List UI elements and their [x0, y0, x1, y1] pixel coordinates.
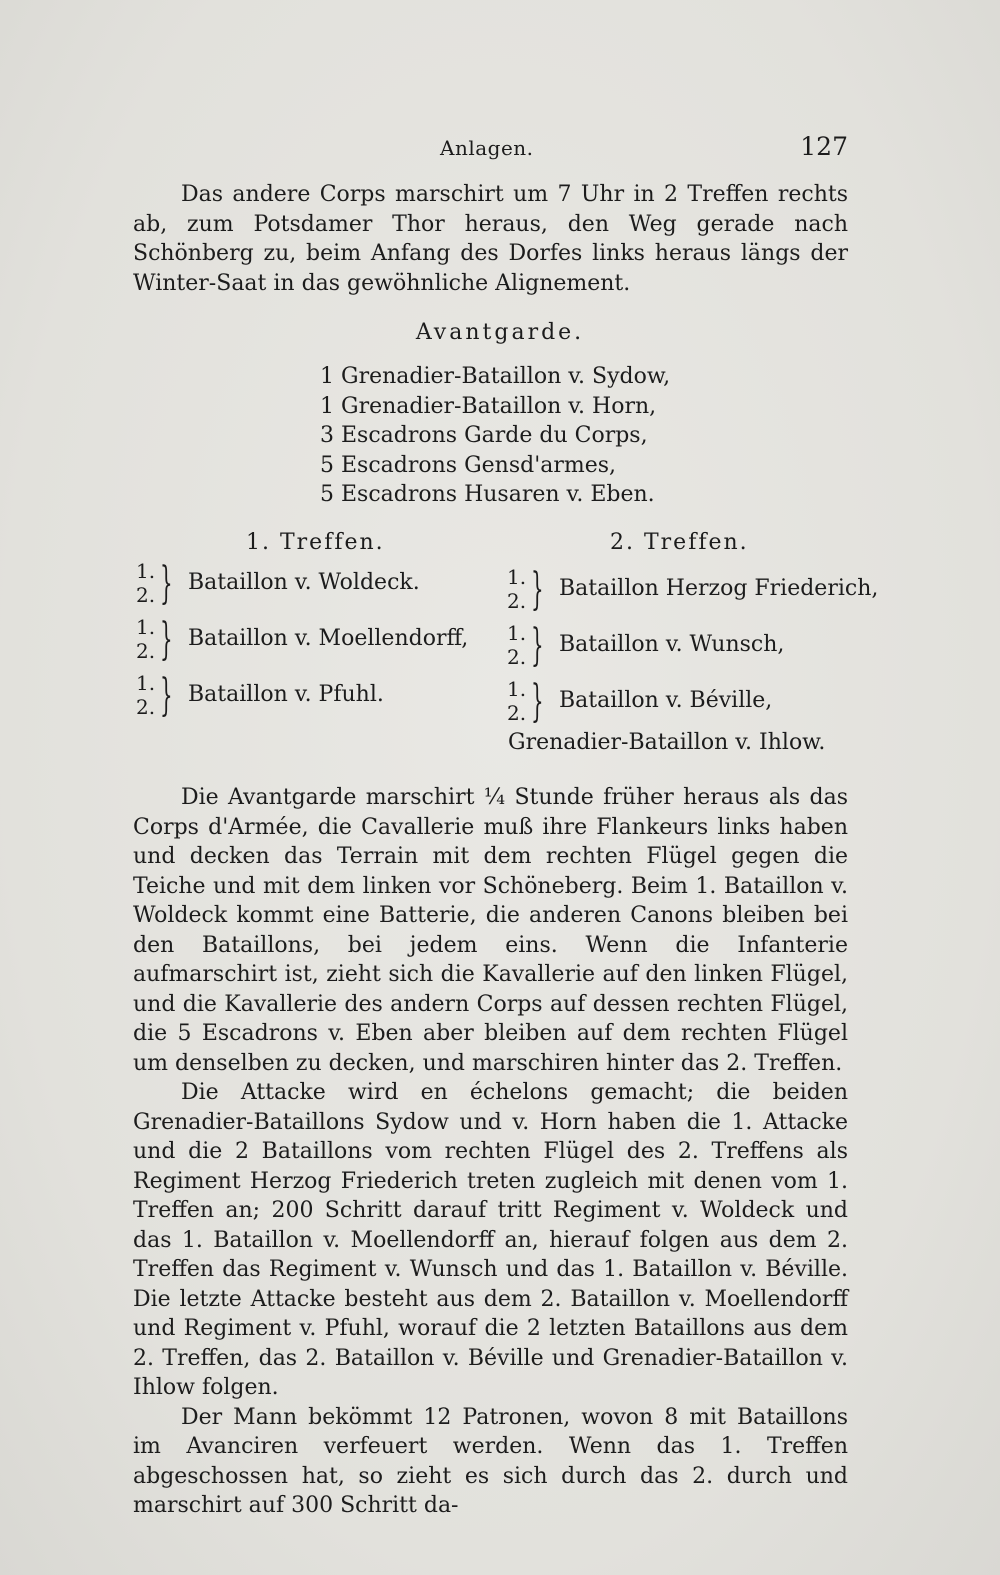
brace-glyph: } [531, 620, 544, 671]
second-line-extra-battalion: Grenadier-Bataillon v. Ihlow. [508, 730, 826, 755]
battalion-number: 2. [507, 589, 527, 613]
brace-glyph: } [531, 564, 544, 615]
paragraph-text: Die Attacke wird en échelons gemacht; die beiden Grenadier-Bataillons Sydow und v. Horn haben die 1. Attacke und die 2 Bataillons vom rechten Flügel des 2. Treffens als Regiment Herzog Friederich treten zugleich mit denen vom 1. Treffen an; 200 Schritt darauf tritt Regiment v. Woldeck und das 1. Bataillon v. Moellendorff an, hierauf folgen aus dem 2. Treffen das Regiment v. Wunsch und das 1. Bataillon v. Béville. Die letzte Attacke besteht aus dem 2. Bataillon v. Moellendorff und Regiment v. Pfuhl, worauf die 2 letzten Bataillons aus dem 2. Treffen, das 2. Bataillon v. Béville und Grenadier-Bataillon v. Ihlow folgen. [133, 1080, 848, 1400]
battalion-number: 1. [136, 559, 156, 583]
unit-row: 5 Escadrons Gensd'armes, [320, 452, 617, 478]
battalion-name: Bataillon v. Moellendorff, [188, 626, 469, 651]
unit-row: 1 Grenadier-Bataillon v. Horn, [320, 393, 657, 419]
battalion-name: Bataillon v. Pfuhl. [188, 682, 384, 707]
battalion-number: 1. [136, 615, 156, 639]
brace-glyph: } [160, 670, 173, 721]
battalion-number: 2. [136, 639, 156, 663]
battalion-name: Bataillon v. Wunsch, [559, 632, 785, 657]
battalion-number: 1. [507, 621, 527, 645]
paragraph-text: Das andere Corps marschirt um 7 Uhr in 2 Treffen rechts ab, zum Potsdamer Thor heraus, den Weg gerade nach Schönberg zu, beim Anfang des Dorfes links heraus längs der Winter-Saat in das gewöhnliche Alignement. [133, 182, 848, 296]
paragraph-text: Der Mann bekömmt 12 Patronen, wovon 8 mit Bataillons im Avanciren verfeuert werden. Wenn das 1. Treffen abgeschossen hat, so zieht es sich durch das 2. durch und marschirt auf 300 Schritt da- [133, 1404, 848, 1518]
unit-row: 1 Grenadier-Bataillon v. Sydow, [320, 364, 671, 389]
battalion-name: Bataillon v. Woldeck. [188, 570, 420, 595]
battalion-number: 1. [136, 671, 156, 695]
battalion-name: Bataillon Herzog Friederich, [559, 576, 879, 601]
first-line-heading: 1. Treffen. [246, 530, 385, 555]
avantgarde-unit-list [320, 362, 670, 510]
page-number: 127 [800, 132, 848, 161]
brace-glyph: } [160, 558, 173, 609]
paragraph-text: Die Avantgarde marschirt ¼ Stunde früher heraus als das Corps d'Armée, die Cavallerie muß ihre Flankeurs links haben und decken das Terrain mit dem rechten Flügel gegen die Teiche und mit dem linken vor Schöneberg. Beim 1. Bataillon v. Woldeck kommt eine Batterie, die anderen Canons bleiben bei den Bataillons, bei jedem eins. Wenn die Infanterie aufmarschirt ist, zieht sich die Kavallerie auf den linken Flügel, und die Kavallerie des andern Corps auf dessen rechten Flügel, die 5 Escadrons v. Eben aber bleiben auf dem rechten Flügel um denselben zu decken, und marschiren hinter das 2. Treffen. [133, 785, 848, 1076]
running-head: Anlagen. [440, 136, 534, 160]
battalion-number: 2. [136, 583, 156, 607]
brace-glyph: } [531, 676, 544, 727]
main-text-block [133, 783, 848, 1521]
unit-row: 3 Escadrons Garde du Corps, [320, 423, 648, 448]
battalion-number: 2. [136, 695, 156, 719]
avantgarde-heading: Avantgarde. [415, 320, 585, 345]
second-line-heading: 2. Treffen. [610, 530, 749, 555]
battalion-number: 2. [507, 701, 527, 725]
brace-glyph: } [160, 614, 173, 665]
battalion-number: 1. [507, 677, 527, 701]
page-header [0, 132, 1000, 166]
battalion-name: Bataillon v. Béville, [559, 688, 773, 713]
battalion-number: 1. [507, 565, 527, 589]
battalion-number: 2. [507, 645, 527, 669]
paragraph-intro [133, 180, 848, 298]
unit-row: 5 Escadrons Husaren v. Eben. [320, 482, 655, 507]
